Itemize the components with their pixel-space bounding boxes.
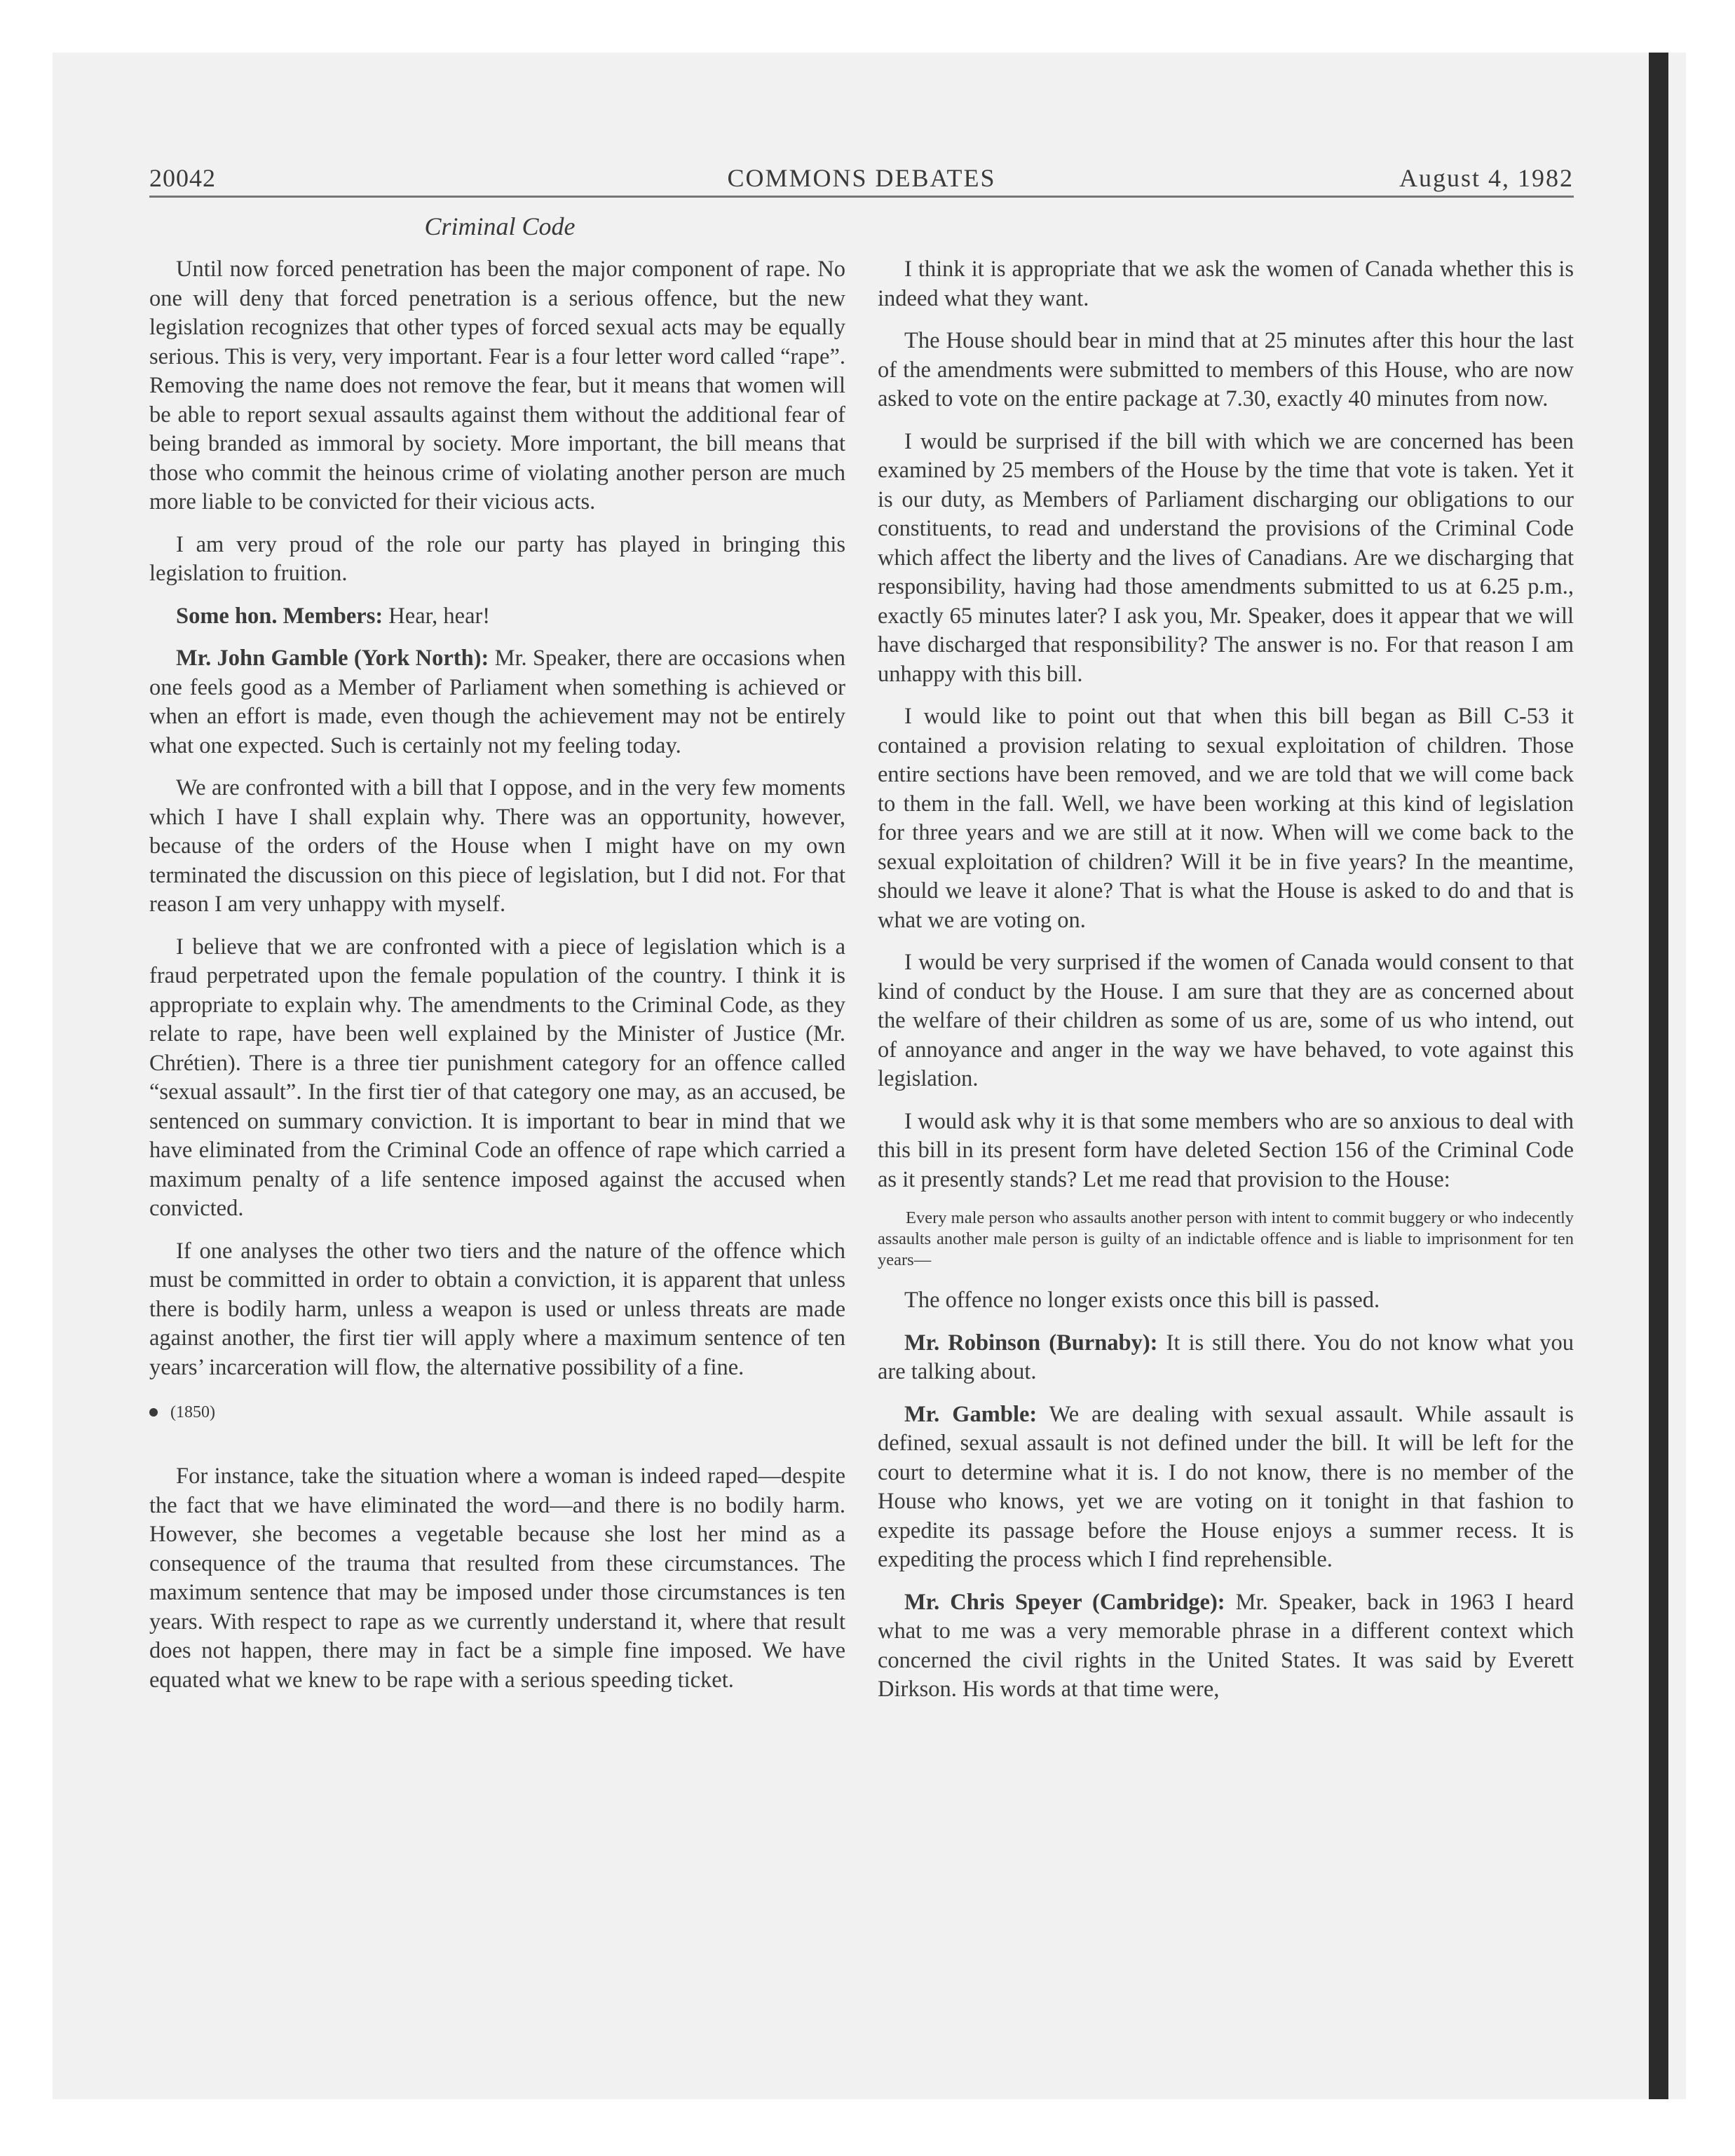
paragraph — [149, 644, 845, 760]
time-marker — [149, 1402, 845, 1423]
speaker-name: Some hon. Members: — [176, 603, 383, 629]
timestamp-text: (1850) — [170, 1403, 215, 1421]
paragraph: I think it is appropriate that we ask the women of Canada whether this is indeed what they want. — [878, 257, 1574, 311]
paragraph: I would be very surprised if the women of Canada would consent to that kind of conduct by the House. I am sure that they are as concerned about the welfare of their children as some of us are, some of us who intend, out of annoyance and anger in the way we have behaved, to vote against this legislation. — [878, 950, 1574, 1091]
speaker-name: Mr. John Gamble (York North): — [176, 646, 489, 671]
speaker-name: Mr. Chris Speyer (Cambridge): — [904, 1589, 1225, 1615]
publication-title: COMMONS DEBATES — [727, 164, 996, 192]
speaker-name: Mr. Gamble: — [904, 1401, 1037, 1427]
quoted-provision: Every male person who assaults another person with intent to commit buggery or who indecently assaults another male person is guilty of an indictable offence and is liable to imprisonment for ten years— — [878, 1208, 1574, 1269]
left-column — [149, 255, 845, 1708]
paragraph — [878, 1329, 1574, 1387]
speech-text: Hear, hear! — [383, 603, 491, 629]
speaker-name: Mr. Robinson (Burnaby): — [904, 1330, 1158, 1356]
paragraph: We are confronted with a bill that I oppose, and in the very few moments which I have I shall explain why. There was an opportunity, however, because of the orders of the House when I might have on my own terminated the discussion on this piece of legislation, but I did not. For that reason I am very unhappy with myself. — [149, 775, 845, 917]
paragraph: The House should bear in mind that at 25 minutes after this hour the last of the amendments were submitted to members of this House, who are now asked to vote on the entire package at 7.30, exactly 40 minutes from now. — [878, 328, 1574, 411]
paragraph: I would be surprised if the bill with which we are concerned has been examined by 25 members of the House by the time that vote is taken. Yet it is our duty, as Members of Parliament discharging our obligations to our constituents, to read and understand the provisions of the Criminal Code which affect the liberty and the lives of Canadians. Are we discharging that responsibility, having had those amendments submitted to us at 6.25 p.m., exactly 65 minutes later? I ask you, Mr. Speaker, does it appear that we will have discharged that responsibility? The answer is no. For that reason I am unhappy with this bill. — [878, 428, 1574, 687]
bullet-icon — [149, 1408, 158, 1417]
page-edge-shadow — [1649, 53, 1668, 2099]
running-header — [149, 158, 1574, 198]
paragraph: The offence no longer exists once this bill is passed. — [904, 1288, 1380, 1313]
paragraph: I would like to point out that when this bill began as Bill C-53 it contained a provision relating to sexual exploitation of children. Those entire sections have been removed, and we are told that we will come back to them in the fall. Well, we have been working at this kind of legislation for three years and we are still at it now. When will we come back to the sexual exploitation of children? Will it be in five years? In the meantime, should we leave it alone? That is what the House is asked to do and that is what we are voting on. — [878, 704, 1574, 933]
paragraph: If one analyses the other two tiers and the nature of the offence which must be committed in order to obtain a conviction, it is apparent that unless there is bodily harm, unless a weapon is used or unless threats are made against another, the first tier will apply where a maximum sentence of ten years’ incarceration will flow, the alternative possibility of a fine. — [149, 1238, 845, 1380]
speech-text: Mr. Speaker, back in 1963 I heard what to me was a very memorable phrase in a different context which concerned the civil rights in the United States. It was said by Everett Dirkson. His words at that time were, — [878, 1589, 1574, 1702]
page-number: 20042 — [149, 164, 216, 192]
speech-text: We are dealing with sexual assault. While assault is defined, sexual assault is not defined under the bill. It will be left for the court to determine what it is. I do not know, there is no member of the House who knows, yet we are voting on it tonight in that fashion to expedite its passage before the House enjoys a summer recess. It is expediting the process which I find reprehensible. — [878, 1401, 1574, 1572]
speech-text: It is still there. You do not know what you are talking about. — [878, 1330, 1574, 1384]
right-column — [878, 255, 1574, 1718]
paragraph: I would ask why it is that some members who are so anxious to deal with this bill in its present form have deleted Section 156 of the Criminal Code as it presently stands? Let me read that provision to the House: — [878, 1108, 1574, 1192]
paragraph: I believe that we are confronted with a piece of legislation which is a fraud perpetrated upon the female population of the country. I think it is appropriate to explain why. The amendments to the Criminal Code, as they relate to rape, have been well explained by the Minister of Justice (Mr. Chrétien). There is a three tier punishment category for an offence called “sexual assault”. In the first tier of that category one may, as an accused, be sentenced on summary conviction. It is important to bear in mind that we have eliminated from the Criminal Code an offence of rape which carried a maximum penalty of a life sentence imposed against the accused when convicted. — [149, 934, 845, 1221]
paragraph — [149, 602, 845, 632]
paragraph: I am very proud of the role our party has played in bringing this legislation to fruition. — [149, 531, 845, 586]
speech-text: Mr. Speaker, there are occasions when one feels good as a Member of Parliament when something is achieved or when an effort is made, even though the achievement may not be entirely what one expected. Such is certainly not my feeling today. — [149, 646, 846, 758]
publication-date: August 4, 1982 — [1399, 164, 1574, 192]
paragraph: Until now forced penetration has been the major component of rape. No one will deny that forced penetration is a serious offence, but the new legislation recognizes that other types of forced sexual acts may be equally serious. This is very, very important. Fear is a four letter word called “rape”. Removing the name does not remove the fear, but it means that women will be able to report sexual assaults against them without the additional fear of being branded as immoral by society. More important, the bill means that those who commit the heinous crime of violating another person are much more liable to be convicted for their vicious acts. — [149, 257, 845, 514]
paragraph — [878, 1400, 1574, 1575]
section-title: Criminal Code — [424, 212, 576, 240]
paragraph — [878, 1588, 1574, 1705]
paragraph: For instance, take the situation where a woman is indeed raped—despite the fact that we have eliminated the word—and there is no bodily harm. However, she becomes a vegetable because she lost her mind as a consequence of the trauma that resulted from these circumstances. The maximum sentence that may be imposed under those circumstances is ten years. With respect to rape as we currently understand it, where that result does not happen, there may in fact be a simple fine imposed. We have equated what we knew to be rape with a serious speeding ticket. — [149, 1464, 845, 1693]
